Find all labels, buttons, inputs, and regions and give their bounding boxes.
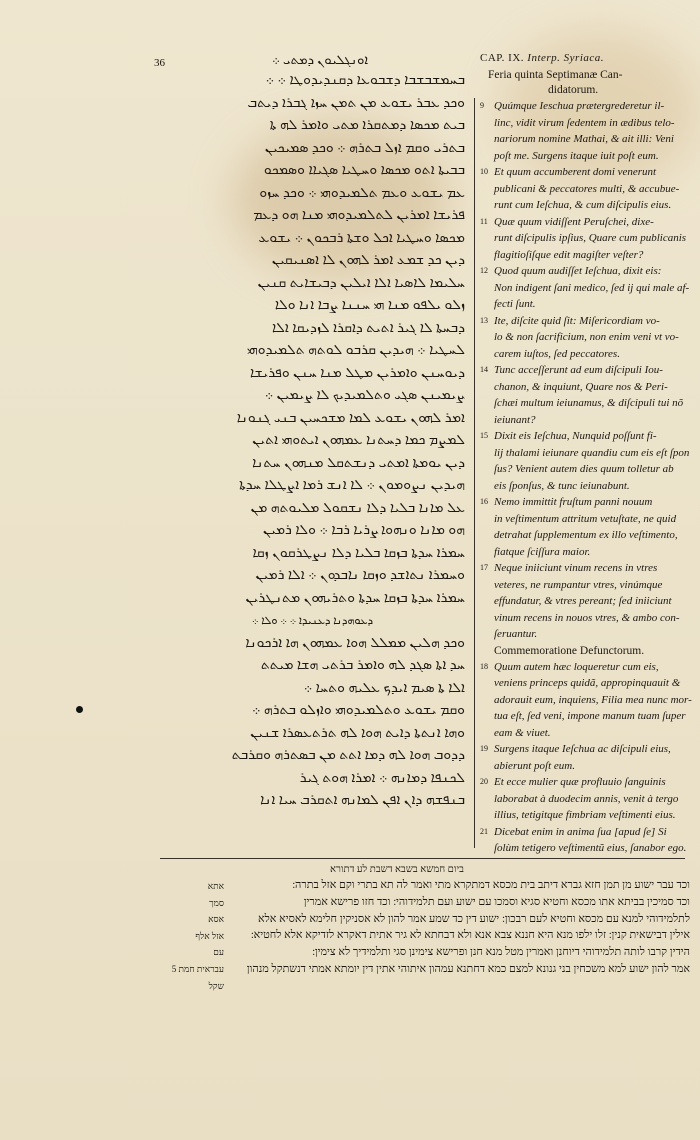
latin-line [480, 774, 692, 791]
syriac-line: ܗܝܕܝܢ ܢܨܘܡܘܢ ܀ ܠܐ ܐܢܫ ܪܡܐ ܐܨܛܠܐ ܚܕܬܐ [239, 478, 465, 493]
syriac-line: ܘܩܡ ܝܫܘܥ ܘܬܠܡܝܕܘܗܝ ܘܐܙܠܘ ܒܬܪܗ ܀ [252, 703, 465, 718]
verse-number: 13 [480, 315, 488, 325]
latin-line [480, 807, 692, 824]
chapter-label: CAP. IX. [480, 52, 525, 64]
latin-text: Non indigent ſani medico, ſed ij qui male af- [494, 281, 690, 294]
latin-text: lij thalami ieiunare quandiu cum eis eſt ſpon [494, 446, 690, 459]
latin-line [480, 560, 692, 577]
latin-text: fecti ſunt. [494, 298, 536, 310]
hebrew-margin-note: אתא [207, 881, 224, 891]
latin-text: nariorum nomine Mathai, & ait illi: Veni [494, 133, 674, 145]
syriac-line: ܙܠܘ ܝܠܦܘ ܡܢܐ ܗܝ ܚܢܢܐ ܨܒܐ ܐܢܐ ܘܠܐ [274, 298, 465, 313]
syriac-line: ܗܘ ܡܐܢܐ ܘܢܗܘܐ ܨܪܝܐ ܪܒܐ ܀ ܘܠܐ ܪܡܝܢ [262, 523, 465, 538]
column-divider [474, 98, 475, 848]
latin-text: fiatque ſciſſura maior. [494, 545, 591, 558]
latin-line [480, 247, 692, 264]
syriac-line: ܠܡܨܡ ܟܡܐ ܕܚܬܢܐ ܥܡܗܘܢ ܐܝܬܘܗܝ ܐܬܝܢ [252, 433, 465, 448]
verse-number: 16 [480, 497, 488, 506]
latin-text: Quúmque Ieschua prætergrederetur il- [494, 100, 665, 112]
latin-text: tua eſt, ſed veni, impone manum tuam ſuper [494, 710, 686, 722]
latin-line [480, 461, 692, 478]
latin-line [480, 708, 692, 725]
latin-text: abierunt poſt eum. [494, 759, 575, 772]
latin-line [480, 840, 692, 857]
latin-text: Surgens itaque Ieſchua ac diſcipuli eius, [494, 743, 671, 755]
chapter-header [480, 52, 692, 64]
syriac-line: ܘܟܕ ܥܒܪ ܝܫܘܥ ܡܢ ܬܡܢ ܚܙܐ ܓܒܪܐ ܕܝܬܒ [247, 95, 465, 111]
latin-text: veteres, ne rumpantur vtres, vinúmque [494, 578, 663, 591]
latin-text: ſchæi multum ieiunamus, & diſcipuli tui nõ [494, 397, 684, 409]
hebrew-margin-note: עם [213, 947, 224, 958]
latin-text: effundatur, & vtres pereant; ſed iniiciunt [494, 595, 672, 607]
latin-text: ſeruantur. [494, 628, 538, 640]
syriac-section-heading: ܕܥܘܗܕܢܐ ܕܥܢܝܕܐ ܀ ܀ ܘܠܐ ܀ [251, 615, 374, 627]
latin-line [480, 610, 692, 627]
syriac-line: ܦܪܝܫܐ ܐܡܪܝܢ ܠܬܠܡܝܕܘܗܝ ܡܢܐ ܗܘ ܕܥܡ [253, 208, 465, 223]
hebrew-margin-note: 5 עבראית חמת [171, 963, 224, 974]
syriac-line: ܒܢܦܫܗ ܕܐܢ ܐܦܢ ܠܡܐܢܗ ܐܬܩܪܒ ܚܝܐ ܐܢܐ [260, 793, 465, 808]
hebrew-line: אילין דבישאית קנין ׃ זלו ילפו מנא היא חננא צבא אנא ולא דבחתא לא גיר אתית דאקרא לזדיקא אלא לחטיא ׃ [250, 929, 690, 942]
latin-line [480, 758, 692, 775]
feria-heading: Feria quinta Septimanæ Can- didatorum. [488, 69, 623, 96]
footer-divider [160, 858, 685, 859]
latin-text: lo & non ſacrificium, non enim veni vt vo- [494, 331, 679, 343]
latin-line [480, 280, 692, 297]
hebrew-margin-notes [154, 878, 224, 994]
latin-line [480, 428, 692, 445]
latin-line [480, 791, 692, 808]
latin-line [480, 692, 692, 709]
syriac-line: ܚܠܝܡܐ ܠܐܣܝܐ ܐܠܐ ܐܝܠܝܢ ܕܒܝܫܐܝܬ ܩܢܝܢ [257, 275, 465, 291]
latin-line [480, 659, 692, 676]
page-number: 36 [154, 57, 165, 69]
latin-line [480, 346, 692, 363]
syriac-line: ܡܟܣܐ ܘܚܛܝܐ ܐܟܠ ܘܫܬܐ ܪܒܟܘܢ ܀ ܝܫܘܥ [258, 230, 465, 246]
latin-column [480, 52, 692, 857]
latin-text: Quod quum audiſſet Ieſchua, dixit eis: [494, 265, 662, 277]
verse-number: 19 [480, 744, 488, 753]
verse-number: 20 [480, 777, 488, 786]
latin-text: linc, vidit virum ſedentem in ædibus telo- [494, 116, 675, 129]
latin-line [480, 478, 692, 495]
verse-number: 11 [480, 216, 488, 226]
latin-line [480, 296, 692, 313]
interpretation-label: Interp. Syriaca. [527, 52, 605, 64]
latin-line [480, 511, 692, 528]
latin-line [480, 181, 692, 198]
hebrew-line: אמר להון ישוע למא משכחין בני גנונא למצם כמא דחתנא עמהון איתוהי אתין דין יומתא אמתי דנשתקל מנהון [246, 962, 690, 975]
syriac-line: ܚܡܪܐ ܚܕܬܐ ܒܙܩܐ ܒܠܝܐ ܕܠܐ ܢܨܛܪܩܘܢ ܙܩܐ [252, 545, 465, 561]
latin-text: Neque iniiciunt vinum recens in vtres [494, 562, 658, 574]
latin-text: flagitioſiſque edit magiſter veſter? [494, 248, 644, 261]
hebrew-margin-note: אסא [208, 914, 224, 925]
verse-number: 9 [480, 101, 484, 110]
syriac-line: ܥܠ ܡܐܢܐ ܒܠܝܐ ܕܠܐ ܢܫܩܘܠ ܡܠܝܘܬܗ ܡܢ [250, 500, 465, 516]
verse-number: 15 [480, 431, 488, 440]
latin-line [480, 412, 692, 429]
hebrew-line: לתלמידוהי למנא עם מכסא וחטיא לעם רבכון ׃ ישוע דין כד שמע אמר להון לא אסניקין חלימא לאסיא אלא [258, 912, 690, 925]
hebrew-line: וכד עבר ישוע מן תמן חזא גברא דיתב בית מכסא דמתקרא מתי ואמר לה תא בתרי וקם אזל בתרה ׃ [292, 879, 690, 891]
latin-line [480, 725, 692, 742]
latin-line [480, 494, 692, 511]
latin-text: laborabat à duodecim annis, venit à tergo [494, 792, 679, 805]
hebrew-title: ביום חמשא בשבא דשבת לע דתורא [330, 864, 464, 875]
hebrew-margin-note: אזל אלף [195, 930, 224, 941]
latin-text: chanon, & inquiunt, Quare nos & Peri- [494, 380, 668, 393]
latin-text: detrahat ſupplementum ex illo veſtimento, [494, 529, 678, 541]
syriac-line: ܘܚܡܪܐ ܢܬܐܫܕ ܘܙܩܐ ܢܐܒܕܘܢ ܀ ܐܠܐ ܪܡܝܢ [255, 568, 465, 583]
latin-line [480, 98, 692, 115]
syriac-running-header: ܐܘܢܓܠܝܘܢ ܕܡܬܝ ܀ [271, 52, 368, 67]
latin-text: eis ſponſus, & tunc ieiunabunt. [494, 479, 630, 492]
syriac-line: ܕܝܘܚܢܢ ܘܐܡܪܝܢ ܡܛܠ ܡܢܐ ܚܢܢ ܘܦܪܝܫܐ [250, 365, 465, 381]
verse-number: 10 [480, 167, 488, 176]
latin-text: ſolùm tetigero veſtimentũ eius, ſanabor ego. [494, 842, 687, 854]
latin-line [480, 313, 692, 330]
latin-text: adorauit eum, inquiens, Filia mea nunc mor- [494, 693, 692, 706]
syriac-line: ܕܕܘܒ ܗܘܐ ܠܗ ܕܡܐ ܐܬܬ ܡܢ ܒܣܬܪܗ ܘܩܪܒܬ [231, 748, 465, 763]
verse-number: 18 [480, 661, 488, 671]
latin-text: carem iuſtos, ſed peccatores. [494, 347, 620, 360]
latin-text: Dixit eis Ieſchua, Nunquid poſſunt fi- [494, 430, 657, 442]
latin-line [480, 544, 692, 561]
verse-number: 21 [480, 826, 488, 836]
syriac-line: ܕܝܢ ܝܘܡܬܐ ܐܡܬܝ ܕܢܫܬܩܠ ܡܢܗܘܢ ܚܬܢܐ [252, 455, 465, 471]
latin-text: Tunc acceſſerunt ad eum diſcipuli Iou- [494, 364, 663, 376]
latin-text: ieiunant? [494, 413, 536, 426]
syriac-line: ܒܒܝܬܐ ܐܬܘ ܡܟܣܐ ܘܚܛܝܐ ܣܓܝܐܐ ܘܣܡܟܘ [263, 163, 465, 178]
latin-line [480, 527, 692, 544]
latin-text: runt cum Ieſchua, & cum diſcipulis eius. [494, 199, 672, 211]
hebrew-margin-note: סמך [209, 897, 224, 908]
syriac-line: ܘܟܕ ܗܠܝܢ ܡܡܠܠ ܗܘܐ ܥܡܗܘܢ ܗܐ ܐܪܟܘܢܐ [245, 635, 465, 651]
latin-text: illius, tetigitque fimbriam veſtimenti eius. [494, 809, 676, 821]
hebrew-margin-note: שקל [208, 980, 224, 991]
syriac-column [160, 70, 465, 813]
latin-text: Quum autem hæc loqueretur cum eis, [494, 660, 659, 673]
hebrew-line: הידין קרבו לותה תלמידוהי דיוחנן ואמרין מטל מנא חנן ופרישא צימינן סגי ותלמידיך לא צימין ׃ [312, 946, 690, 959]
syriac-line: ܥܡ ܝܫܘܥ ܘܥܡ ܬܠܡܝܕܘܗܝ ܀ ܘܟܕ ܚܙܘ [259, 185, 465, 201]
hebrew-block [228, 877, 690, 978]
syriac-line: ܚܡܪܐ ܚܕܬܐ ܒܙܩܐ ܚܕܬܐ ܘܬܪܝܗܘܢ ܡܬܢܛܪܝܢ [245, 590, 465, 606]
latin-line [480, 131, 692, 148]
latin-text: publicani & peccatores multi, & accubue- [494, 182, 680, 195]
latin-line [480, 148, 692, 165]
latin-line [480, 329, 692, 346]
latin-line [480, 263, 692, 280]
latin-line [480, 741, 692, 758]
syriac-line: ܠܚܛܝܐ ܀ ܗܝܕܝܢ ܩܪܒܘ ܠܘܬܗ ܬܠܡܝܕܘܗܝ [247, 343, 465, 358]
latin-text: Et ecce mulier quæ profluuio ſanguinis [494, 776, 666, 788]
syriac-line: ܘܗܐ ܐܢܬܬܐ ܕܐܝܬ ܗܘܐ ܠܗ ܬܪܬܥܣܪܐ ܫܢܝܢ [250, 725, 465, 741]
verse-number: 17 [480, 563, 488, 572]
latin-line [480, 824, 692, 841]
latin-line [480, 445, 692, 462]
latin-line [480, 115, 692, 132]
latin-line [480, 230, 692, 247]
syriac-line: ܐܡܪ ܠܗܘܢ ܝܫܘܥ ܠܡܐ ܡܫܟܚܝܢ ܒܢܝ ܓܢܘܢܐ [236, 410, 465, 426]
syriac-line: ܚܕ ܐܬܐ ܣܓܕ ܠܗ ܘܐܡܪ ܒܪܬܝ ܗܫܐ ܡܝܬܬ [260, 658, 465, 673]
latin-text: poſt me. Surgens itaque iuit poſt eum. [494, 149, 659, 162]
latin-text: vinum recens in nouos vtres, & ambo con- [494, 611, 680, 624]
syriac-line: ܠܟܢܦܐ ܕܡܐܢܗ ܀ ܐܡܪܐ ܗܘܬ ܓܝܪ [299, 770, 465, 786]
syriac-line: ܨܝܡܝܢܢ ܣܓܝ ܘܬܠܡܝܕܝܟ ܠܐ ܨܝܡܝܢ ܀ [264, 388, 465, 403]
syriac-line: ܐܠܐ ܬܐ ܣܝܡ ܐܝܕܟ ܥܠܝܗ ܘܬܚܐ ܀ [303, 680, 465, 696]
latin-line [480, 577, 692, 594]
latin-line [480, 379, 692, 396]
verse-number: 12 [480, 266, 488, 275]
syriac-line: ܒܬܪܝ ܘܩܡ ܐܙܠ ܒܬܪܗ ܀ ܘܟܕ ܣܡܝܟܝܢ [264, 140, 465, 156]
latin-text: eam & viuet. [494, 726, 551, 739]
latin-text: runt diſcipulis ipſius, Quare cum publicanis [494, 232, 687, 244]
hebrew-line: וכד סמיכין בביתא אתו מכסא וחטיא סגיא וסמכו עם ישוע ועם תלמידוהי ׃ וכד חזו פרישא אמרין [303, 895, 690, 908]
latin-line [480, 214, 692, 231]
latin-line [480, 164, 692, 181]
latin-text: ſus? Venient autem dies quum tolletur ab [494, 463, 674, 475]
ink-mark [76, 706, 83, 713]
latin-text: Ite, diſcite quid ſit: Miſericordiam vo- [494, 314, 660, 327]
syriac-line: ܒܝܬ ܡܟܣܐ ܕܡܬܩܪܐ ܡܬܝ ܘܐܡܪ ܠܗ ܬܐ [269, 118, 465, 133]
latin-text: Et quum accumberent domi venerunt [494, 166, 657, 178]
latin-line [480, 362, 692, 379]
commemoration-heading: Commemoratione Defunctorum. [494, 644, 645, 657]
latin-line [480, 395, 692, 412]
latin-line [480, 593, 692, 610]
latin-text: veniens princeps quidã, appropinquauit & [494, 677, 681, 689]
latin-text: Nemo immittit fruſtum panni nouum [494, 496, 653, 508]
latin-line [480, 626, 692, 643]
latin-text: in veſtimentum attritum vetuſtate, ne quid [494, 512, 677, 525]
latin-text: Quæ quum vidiſſent Peruſchei, dixe- [494, 215, 654, 228]
verse-number: 14 [480, 365, 488, 374]
latin-line [480, 197, 692, 214]
syriac-line: ܒܚܡܫܒܫܒܐ ܕܫܒܘܥܐ ܕܩܢܕܝܕܘܛܐ ܀ ܀ [265, 73, 465, 88]
latin-line [480, 675, 692, 692]
syriac-line: ܕܝܢ ܟܕ ܫܡܥ ܐܡܪ ܠܗܘܢ ܠܐ ܐܣܢܝܩܝܢ [271, 253, 465, 268]
latin-text: Dicebat enim in anima ſua [apud ſe] Si [494, 825, 667, 838]
syriac-line: ܕܒܚܬܐ ܠܐ ܓܝܪ ܐܬܝܬ ܕܐܩܪܐ ܠܙܕܝܩܐ ܐܠܐ [272, 320, 465, 336]
